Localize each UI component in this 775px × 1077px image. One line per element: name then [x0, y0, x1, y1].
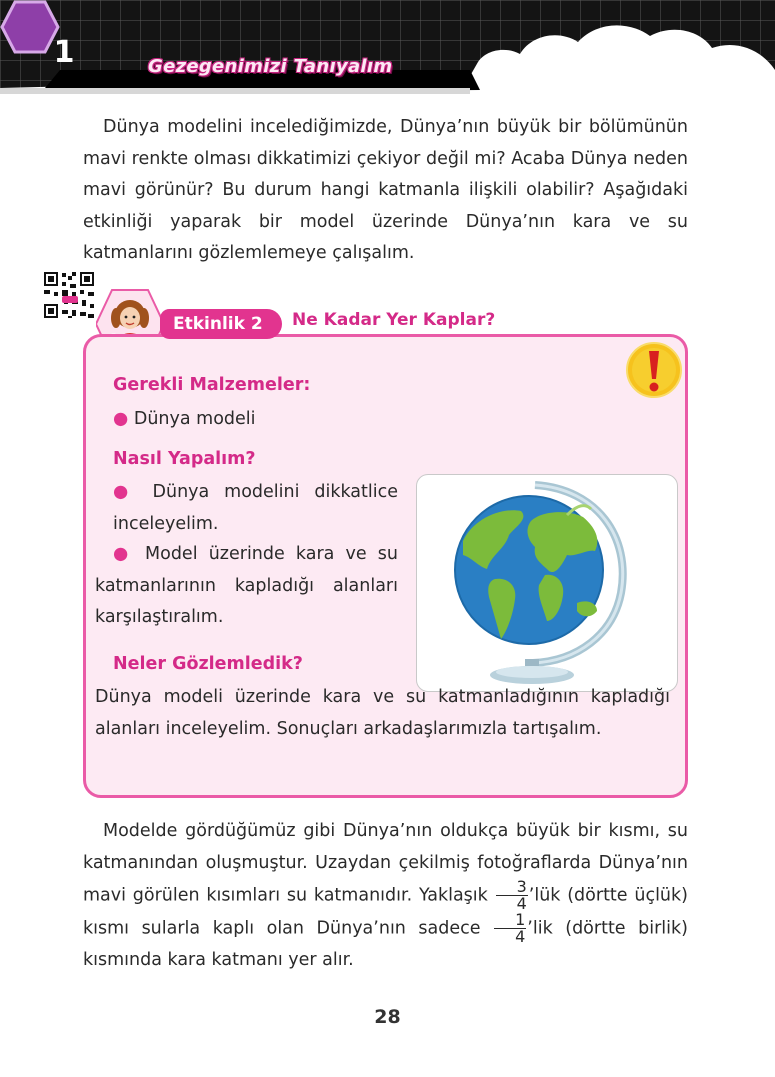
closing-text-2: ’lük (dörtte üçlük) kısmı sularla kaplı olan Dünya’nın sadece: [83, 885, 688, 939]
bullet-icon: ●: [113, 544, 134, 564]
fraction-one-quarter: $\frac{1}{4}$: [494, 912, 526, 945]
page-number: 28: [374, 1006, 401, 1028]
globe-image-card: [416, 474, 678, 692]
steps-heading: Nasıl Yapalım?: [113, 449, 256, 469]
materials-item: [113, 404, 256, 436]
intro-paragraph: Dünya modelini incelediğimizde, Dünya’nın büyük bir bölümünün mavi renkte olması dikkatimizi çekiyor değil mi? Acaba Dünya neden mavi görünür? Bu durum hangi katmanla ilişkili olabilir? Aşağıdaki etkinliği yaparak bir model üzerinde Dünya’nın kara ve su katmanlarını gözlemlemeye çalışalım.: [83, 117, 688, 263]
activity-tab: Etkinlik 2: [160, 309, 282, 339]
unit-title: Gezegenimizi Tanıyalım: [148, 56, 393, 77]
globe-illustration: [417, 475, 676, 690]
chapter-header: [0, 0, 775, 100]
step-1-text: Dünya modelini dikkatlice inceleyelim.: [113, 482, 398, 534]
closing-text-1: Modelde gördüğümüz gibi Dünya’nın oldukça büyük bir kısmı, su katmanından oluşmuştur. Uzaydan çekilmiş fotoğraflarda Dünya’nın mavi görülen kısımları su katmanıdır. Yaklaşık: [83, 821, 688, 906]
observe-heading: Neler Gözlemledik?: [113, 654, 303, 674]
header-grid-banner: [0, 0, 775, 100]
step-2-text: Model üzerinde kara ve su katmanlarının kapladığı alanları karşılaştıralım.: [95, 544, 398, 627]
fraction-three-quarters: $\frac{3}{4}$: [496, 879, 528, 912]
qr-code-icon[interactable]: [42, 270, 96, 320]
observe-text: Dünya modeli üzerinde kara ve su katmanladığının kapladığı alanları inceleyelim. Sonuçları arkadaşlarımızla tartışalım.: [95, 687, 670, 739]
step-item-2: [95, 539, 398, 634]
bullet-icon: ●: [113, 409, 129, 429]
materials-heading: Gerekli Malzemeler:: [113, 375, 311, 395]
observe-text-line1: [95, 682, 688, 745]
bullet-icon: ●: [113, 482, 138, 502]
materials-item-label: Dünya modeli: [133, 409, 256, 429]
step-item-1: [113, 477, 398, 540]
closing-text-3: ’lik (dörtte birlik) kısmında kara katmanı yer alır.: [83, 918, 688, 970]
activity-title: Ne Kadar Yer Kaplar?: [292, 310, 496, 330]
exclamation-warning-icon: [625, 341, 683, 399]
closing-paragraph: [83, 816, 688, 977]
unit-number: 1: [53, 35, 75, 70]
